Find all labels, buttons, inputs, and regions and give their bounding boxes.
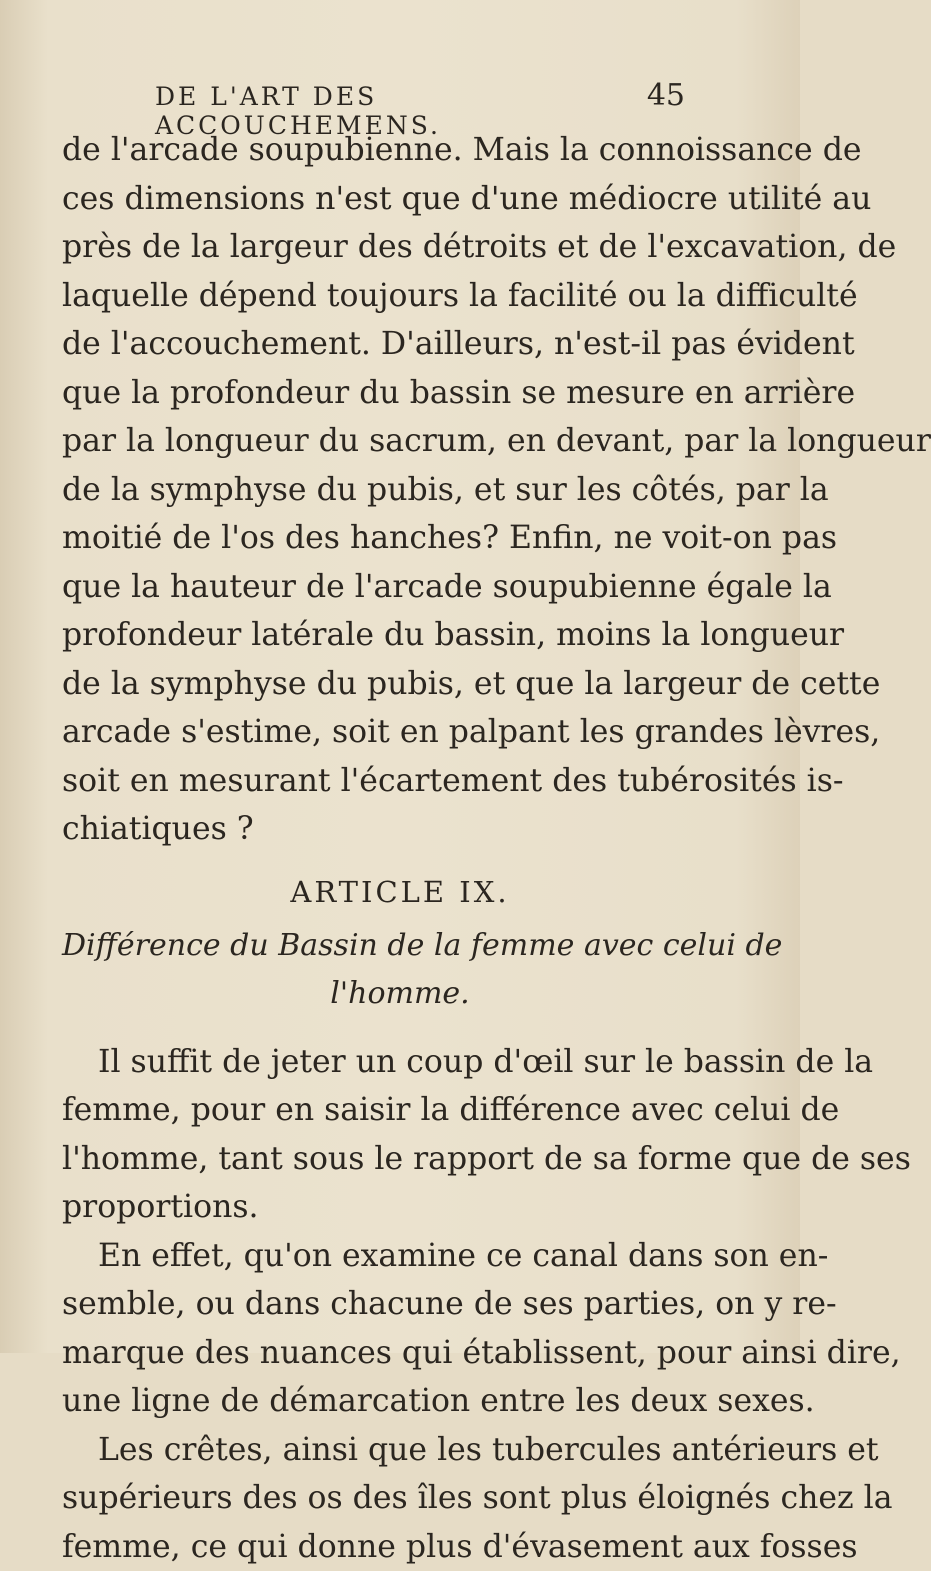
text-line: semble, ou dans chacune de ses parties, on y re- [62, 1280, 738, 1329]
text-line: Les crêtes, ainsi que les tubercules antérieurs et [62, 1426, 738, 1475]
text-line: près de la largeur des détroits et de l'excavation, de [62, 223, 738, 272]
paragraph [62, 1426, 738, 1571]
paragraph [62, 1232, 738, 1426]
article-heading: ARTICLE IX. [62, 872, 738, 912]
paragraph [62, 1038, 738, 1232]
text-line: proportions. [62, 1183, 738, 1232]
running-title: DE L'ART DES ACCOUCHEMENS. [155, 82, 647, 140]
text-line: soit en mesurant l'écartement des tubérosités is- [62, 757, 738, 806]
text-line: l'homme, tant sous le rapport de sa forme que de ses [62, 1135, 738, 1184]
text-line: de l'accouchement. D'ailleurs, n'est-il pas évident [62, 320, 738, 369]
text-line: de la symphyse du pubis, et sur les côtés, par la [62, 466, 738, 515]
text-line: que la hauteur de l'arcade soupubienne égale la [62, 563, 738, 612]
text-line: arcade s'estime, soit en palpant les grandes lèvres, [62, 708, 738, 757]
text-line: Il suffit de jeter un coup d'œil sur le bassin de la [62, 1038, 738, 1087]
text-line: laquelle dépend toujours la facilité ou la difficulté [62, 272, 738, 321]
text-line: de l'arcade soupubienne. Mais la connoissance de [62, 126, 738, 175]
text-line: femme, ce qui donne plus d'évasement aux fosses [62, 1523, 738, 1571]
text-line: femme, pour en saisir la différence avec celui de [62, 1086, 738, 1135]
text-line: de la symphyse du pubis, et que la largeur de cette [62, 660, 738, 709]
paragraph-continued [62, 126, 738, 854]
text-line: chiatiques ? [62, 805, 738, 854]
article-title-line: Différence du Bassin de la femme avec celui de [62, 922, 738, 970]
article-title-line: l'homme. [62, 970, 738, 1018]
text-line: moitié de l'os des hanches? Enfin, ne voit-on pas [62, 514, 738, 563]
text-line: profondeur latérale du bassin, moins la longueur [62, 611, 738, 660]
text-line: que la profondeur du bassin se mesure en arrière [62, 369, 738, 418]
text-line: supérieurs des os des îles sont plus éloignés chez la [62, 1474, 738, 1523]
text-line: par la longueur du sacrum, en devant, par la longueur [62, 417, 738, 466]
text-line: ces dimensions n'est que d'une médiocre utilité au [62, 175, 738, 224]
text-line: marque des nuances qui établissent, pour ainsi dire, [62, 1329, 738, 1378]
page-number: 45 [647, 78, 685, 113]
text-line: une ligne de démarcation entre les deux sexes. [62, 1377, 738, 1426]
text-line: En effet, qu'on examine ce canal dans son en- [62, 1232, 738, 1281]
article-title [62, 922, 738, 1018]
body-text [62, 126, 738, 1571]
